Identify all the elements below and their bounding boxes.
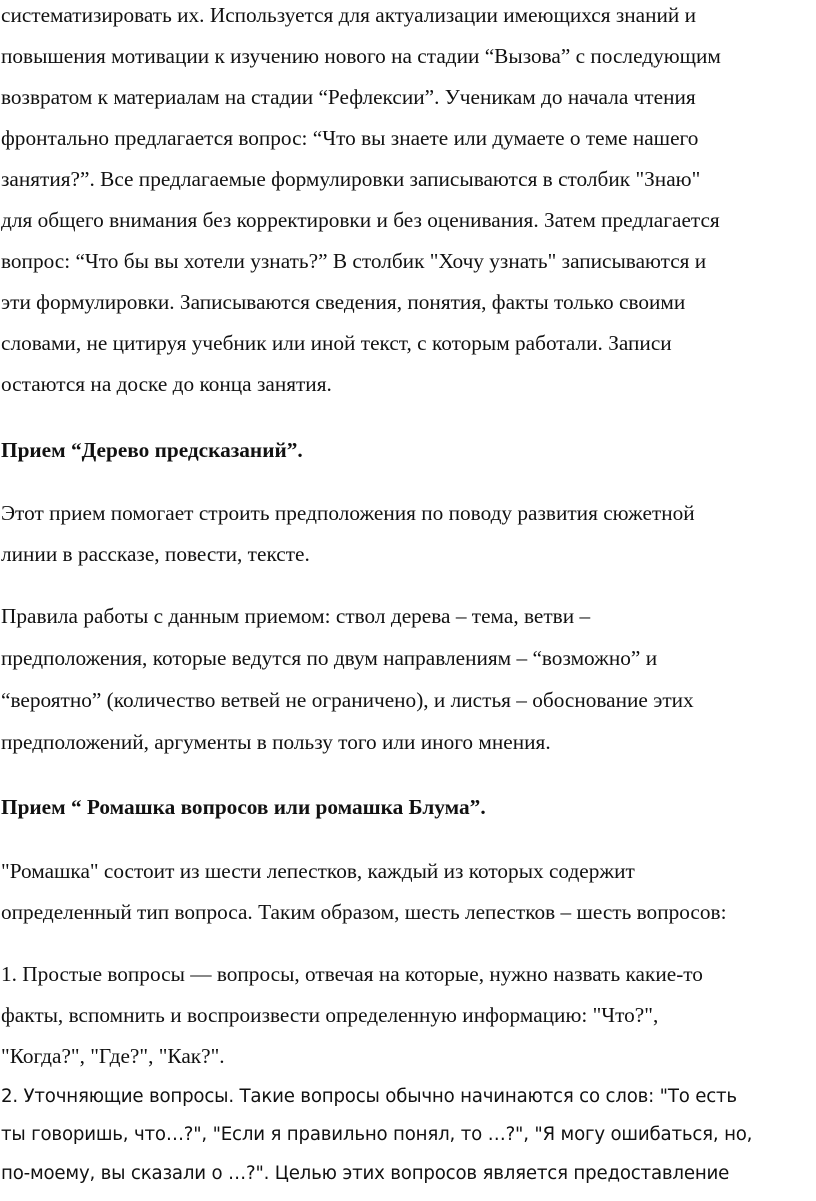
- text-line: Этот прием помогает строить предположения по поводу развития сюжетной: [1, 501, 695, 525]
- text-line: определенный тип вопроса. Таким образом, шесть лепестков – шесть вопросов:: [1, 900, 727, 924]
- text-line: факты, вспомнить и воспроизвести определенную информацию: "Что?",: [1, 1003, 659, 1027]
- text-line: фронтально предлагается вопрос: “Что вы знаете или думаете о теме нашего: [1, 126, 699, 150]
- text-line: предположений, аргументы в пользу того или иного мнения.: [1, 730, 551, 754]
- text-line: “вероятно” (количество ветвей не ограничено), и листья – обоснование этих: [1, 688, 694, 712]
- text-line: занятия?”. Все предлагаемые формулировки записываются в столбик "Знаю": [1, 167, 701, 191]
- text-line: линии в рассказе, повести, тексте.: [1, 542, 310, 566]
- text-line: "Ромашка" состоит из шести лепестков, каждый из которых содержит: [1, 859, 635, 883]
- section-heading-chamomile: Прием “ Ромашка вопросов или ромашка Блума”.: [1, 795, 486, 819]
- text-line: систематизировать их. Используется для актуализации имеющихся знаний и: [1, 3, 697, 27]
- text-line: повышения мотивации к изучению нового на стадии “Вызова” с последующим: [1, 44, 721, 68]
- text-line: ты говоришь, что…?", "Если я правильно понял, то …?", "Я могу ошибаться, но,: [1, 1124, 753, 1145]
- section-heading-tree: Прием “Дерево предсказаний”.: [1, 438, 303, 462]
- text-line: 2. Уточняющие вопросы. Такие вопросы обычно начинаются со слов: "То есть: [1, 1086, 737, 1107]
- text-line: возвратом к материалам на стадии “Рефлексии”. Ученикам до начала чтения: [1, 85, 696, 109]
- text-line: "Когда?", "Где?", "Как?".: [1, 1044, 225, 1068]
- text-line: для общего внимания без корректировки и без оценивания. Затем предлагается: [1, 208, 720, 232]
- text-line: Правила работы с данным приемом: ствол дерева – тема, ветви –: [1, 604, 591, 628]
- text-line: словами, не цитируя учебник или иной текст, с которым работали. Записи: [1, 331, 672, 355]
- text-line: эти формулировки. Записываются сведения, понятия, факты только своими: [1, 290, 686, 314]
- text-line: по-моему, вы сказали о …?". Целью этих вопросов является предоставление: [1, 1163, 730, 1184]
- text-line: остаются на доске до конца занятия.: [1, 372, 332, 396]
- text-line: предположения, которые ведутся по двум направлениям – “возможно” и: [1, 646, 658, 670]
- text-line: вопрос: “Что бы вы хотели узнать?” В столбик "Хочу узнать" записываются и: [1, 249, 707, 273]
- text-line: 1. Простые вопросы — вопросы, отвечая на которые, нужно назвать какие-то: [1, 962, 703, 986]
